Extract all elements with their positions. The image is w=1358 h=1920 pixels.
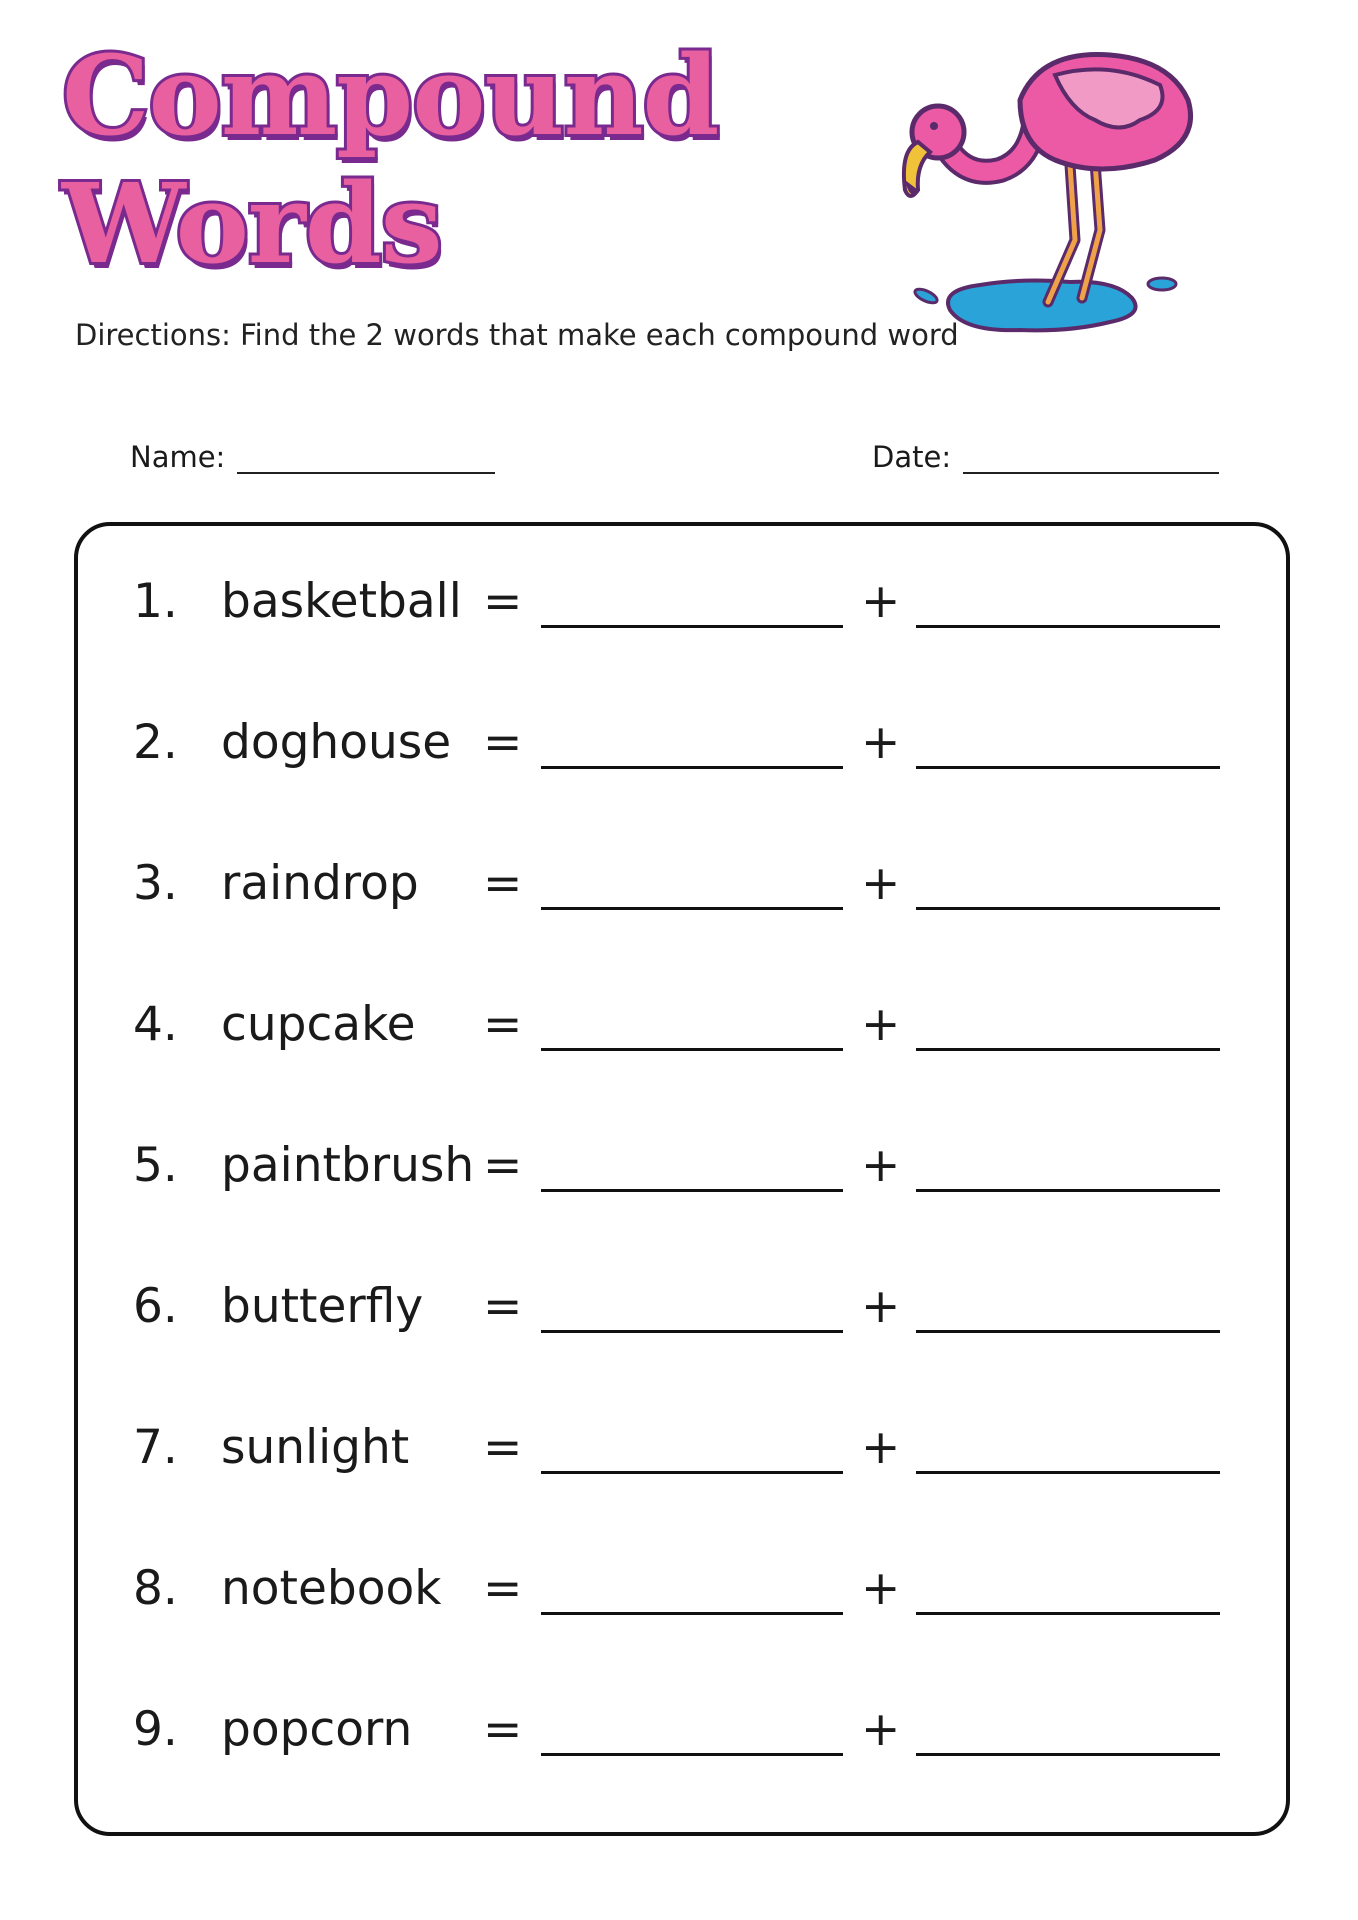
- answer-blank-2[interactable]: [916, 625, 1220, 628]
- exercise-row: [133, 1695, 1223, 1765]
- title-line-1: Compound: [62, 31, 719, 160]
- equals-sign: =: [483, 574, 523, 629]
- exercise-row: [133, 849, 1223, 919]
- exercise-row: [133, 990, 1223, 1060]
- compound-word: sunlight: [221, 1420, 410, 1475]
- compound-word: notebook: [221, 1561, 442, 1616]
- answer-blank-1[interactable]: [541, 1189, 843, 1192]
- compound-word: paintbrush: [221, 1138, 475, 1193]
- plus-sign: +: [861, 1138, 901, 1193]
- equals-sign: =: [483, 997, 523, 1052]
- date-label: Date:: [872, 440, 952, 474]
- compound-word: doghouse: [221, 715, 452, 770]
- item-number: 3.: [133, 856, 178, 911]
- plus-sign: +: [861, 997, 901, 1052]
- answer-blank-2[interactable]: [916, 766, 1220, 769]
- exercise-row: [133, 708, 1223, 778]
- title-line-2: Words: [62, 159, 442, 288]
- exercise-row: [133, 1131, 1223, 1201]
- item-number: 4.: [133, 997, 178, 1052]
- answer-blank-2[interactable]: [916, 1471, 1220, 1474]
- flamingo-icon: [870, 40, 1250, 360]
- compound-word: popcorn: [221, 1702, 413, 1757]
- answer-blank-2[interactable]: [916, 1612, 1220, 1615]
- exercise-row: [133, 1272, 1223, 1342]
- answer-blank-2[interactable]: [916, 1048, 1220, 1051]
- answer-blank-1[interactable]: [541, 766, 843, 769]
- exercise-row: [133, 567, 1223, 637]
- compound-word: cupcake: [221, 997, 416, 1052]
- date-blank-line[interactable]: [963, 442, 1219, 474]
- plus-sign: +: [861, 1420, 901, 1475]
- date-field[interactable]: [872, 440, 1219, 474]
- compound-word: basketball: [221, 574, 462, 629]
- answer-blank-2[interactable]: [916, 1189, 1220, 1192]
- equals-sign: =: [483, 1702, 523, 1757]
- compound-word: raindrop: [221, 856, 419, 911]
- exercise-row: [133, 1554, 1223, 1624]
- name-blank-line[interactable]: [237, 442, 495, 474]
- equals-sign: =: [483, 1420, 523, 1475]
- name-field[interactable]: [130, 440, 495, 474]
- answer-blank-2[interactable]: [916, 1330, 1220, 1333]
- equals-sign: =: [483, 1138, 523, 1193]
- answer-blank-1[interactable]: [541, 1471, 843, 1474]
- plus-sign: +: [861, 1561, 901, 1616]
- compound-word: butterfly: [221, 1279, 424, 1334]
- answer-blank-1[interactable]: [541, 625, 843, 628]
- item-number: 6.: [133, 1279, 178, 1334]
- directions-text: Directions: Find the 2 words that make each compound word: [75, 318, 959, 352]
- answer-blank-1[interactable]: [541, 907, 843, 910]
- item-number: 7.: [133, 1420, 178, 1475]
- plus-sign: +: [861, 1702, 901, 1757]
- plus-sign: +: [861, 856, 901, 911]
- item-number: 2.: [133, 715, 178, 770]
- answer-blank-1[interactable]: [541, 1330, 843, 1333]
- plus-sign: +: [861, 715, 901, 770]
- exercise-row: [133, 1413, 1223, 1483]
- item-number: 8.: [133, 1561, 178, 1616]
- answer-blank-2[interactable]: [916, 907, 1220, 910]
- equals-sign: =: [483, 856, 523, 911]
- answer-blank-1[interactable]: [541, 1612, 843, 1615]
- equals-sign: =: [483, 1561, 523, 1616]
- item-number: 5.: [133, 1138, 178, 1193]
- item-number: 9.: [133, 1702, 178, 1757]
- equals-sign: =: [483, 715, 523, 770]
- page-title: [62, 32, 718, 288]
- item-number: 1.: [133, 574, 178, 629]
- answer-blank-1[interactable]: [541, 1048, 843, 1051]
- answer-blank-1[interactable]: [541, 1753, 843, 1756]
- equals-sign: =: [483, 1279, 523, 1334]
- answer-blank-2[interactable]: [916, 1753, 1220, 1756]
- plus-sign: +: [861, 1279, 901, 1334]
- name-label: Name:: [130, 440, 226, 474]
- plus-sign: +: [861, 574, 901, 629]
